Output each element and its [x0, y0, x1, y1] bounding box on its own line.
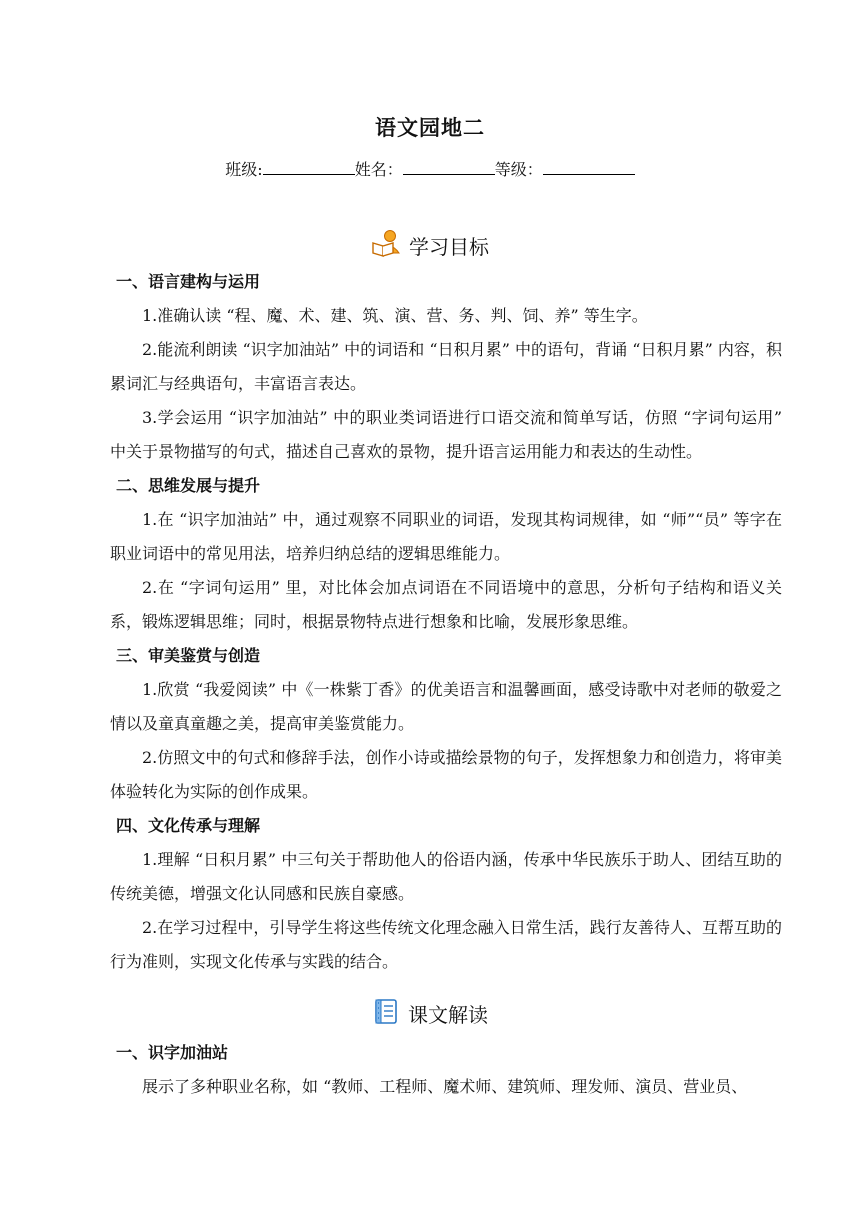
grade-label: 等级： [494, 160, 543, 179]
reading-heading [0, 997, 860, 1030]
goal-section-title: 三、审美鉴赏与创造 [116, 646, 261, 665]
reading-item: 展示了多种职业名称，如 “教师、工程师、魔术师、建筑师、理发师、演员、营业员、 [142, 1077, 748, 1096]
reading-section-title: 一、识字加油站 [116, 1043, 229, 1062]
goal-item: 2.能流利朗读 “识字加油站” 中的词语和 “日积月累” 中的语句，背诵 “日积月累” 内容，积累词汇与经典语句，丰富语言表达。 [110, 340, 782, 393]
student-info-line [0, 157, 860, 180]
goal-item: 2.仿照文中的句式和修辞手法，创作小诗或描绘景物的句子，发挥想象力和创造力，将审美体验转化为实际的创作成果。 [110, 748, 782, 801]
grade-blank[interactable] [543, 160, 635, 175]
goals-heading [0, 229, 860, 262]
goal-item: 1.在 “识字加油站” 中，通过观察不同职业的词语，发现其构词规律，如 “师”“员” 等字在职业词语中的常见用法，培养归纳总结的逻辑思维能力。 [110, 510, 782, 563]
goals-content [110, 265, 782, 979]
goal-item: 2.在 “字词句运用” 里，对比体会加点词语在不同语境中的意思，分析句子结构和语义关系，锻炼逻辑思维；同时，根据景物特点进行想象和比喻，发展形象思维。 [110, 578, 782, 631]
name-blank[interactable] [403, 160, 495, 175]
reading-person-icon [371, 229, 401, 262]
goals-heading-text: 学习目标 [409, 235, 489, 259]
goal-section-title: 四、文化传承与理解 [116, 816, 261, 835]
goal-item: 1.欣赏 “我爱阅读” 中《一株紫丁香》的优美语言和温馨画面，感受诗歌中对老师的敬爱之情以及童真童趣之美，提高审美鉴赏能力。 [110, 680, 782, 733]
document-title: 语文园地二 [375, 116, 485, 140]
goal-item: 1.准确认读 “程、魔、术、建、筑、演、营、务、判、饲、养” 等生字。 [142, 306, 648, 325]
goal-section-title: 一、语言建构与运用 [116, 272, 261, 291]
name-label: 姓名： [354, 160, 403, 179]
class-label: 班级: [225, 160, 263, 179]
goal-item: 3.学会运用 “识字加油站” 中的职业类词语进行口语交流和简单写话，仿照 “字词句运用” 中关于景物描写的句式，描述自己喜欢的景物，提升语言运用能力和表达的生动性。 [110, 408, 782, 461]
class-blank[interactable] [263, 160, 355, 175]
goal-item: 1.理解 “日积月累” 中三句关于帮助他人的俗语内涵，传承中华民族乐于助人、团结互助的传统美德，增强文化认同感和民族自豪感。 [110, 850, 782, 903]
reading-heading-text: 课文解读 [408, 1003, 488, 1027]
reading-content [110, 1036, 782, 1104]
goal-item: 2.在学习过程中，引导学生将这些传统文化理念融入日常生活，践行友善待人、互帮互助的行为准则，实现文化传承与实践的结合。 [110, 918, 782, 971]
notebook-icon [372, 997, 400, 1030]
goal-section-title: 二、思维发展与提升 [116, 476, 261, 495]
